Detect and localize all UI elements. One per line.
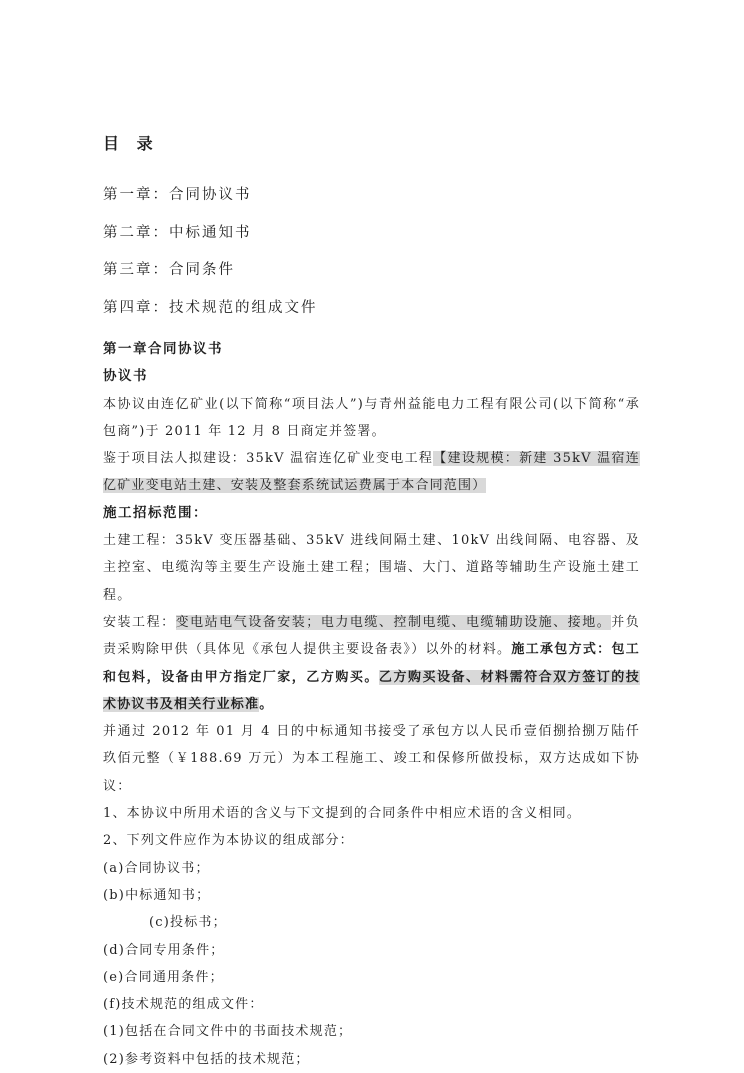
contracting-mode-bold-text: 施工承包方式：包工和包料，设备由甲方指定厂家，乙方购买。 xyxy=(103,642,640,685)
toc-entry-chapter3: 第三章：合同条件 xyxy=(103,262,235,278)
chapter1-body xyxy=(103,336,640,1073)
bid-scope-heading: 施工招标范围： xyxy=(103,504,208,521)
toc-entry-chapter1: 第一章：合同协议书 xyxy=(103,187,252,203)
list-item-d: (d)合同专用条件； xyxy=(103,942,225,958)
paragraph-parties xyxy=(103,391,640,446)
list-item-spec-1: (1)包括在合同文件中的书面技术规范； xyxy=(103,1024,353,1040)
paragraph-award xyxy=(103,718,640,800)
list-item-spec-2: (2)参考资料中包括的技术规范； xyxy=(103,1051,310,1067)
table-of-contents xyxy=(103,131,640,330)
contracting-mode-bold-period: 。 xyxy=(259,696,274,712)
award-text: 并通过 2012 年 01 月 4 日的中标通知书接受了承包方以人民币壹佰捌拾捌万陆仟玖佰元整（￥188.69 万元）为本工程施工、竣工和保修所做投标，双方达成如下协议： xyxy=(103,724,640,794)
agreement-subheading: 协议书 xyxy=(103,368,148,385)
installation-lead-text: 安装工程： xyxy=(103,614,176,630)
paragraph-project xyxy=(103,445,640,500)
project-scope-highlight: 【建设规模：新建 35kV 温宿连亿矿业变电站土建、安装及整套系统试运费属于本合同范围） xyxy=(103,451,640,494)
toc-entry-chapter2: 第二章：中标通知书 xyxy=(103,224,252,241)
clause-2 xyxy=(103,827,640,854)
component-document-list xyxy=(103,855,640,1073)
list-item-e: (e)合同通用条件； xyxy=(103,969,224,985)
clause-1 xyxy=(103,800,640,827)
list-item-f: (f)技术规范的组成文件： xyxy=(103,997,264,1013)
list-item-a: (a)合同协议书； xyxy=(103,860,210,876)
list-item-c: (c)投标书； xyxy=(149,915,227,931)
project-lead-text: 鉴于项目法人拟建设：35kV 温宿连亿矿业变电工程 xyxy=(103,451,434,467)
parties-text: 本协议由连亿矿业(以下简称“项目法人”)与青州益能电力工程有限公司(以下简称“承包商”)于 2011 年 12 月 8 日商定并签署。 xyxy=(103,396,640,439)
clause-2-text: 2、下列文件应作为本协议的组成部分： xyxy=(103,833,354,849)
installation-middle-text: 并负责采购除甲供（具体见《承包人提供主要设备表》）以外的材料。 xyxy=(103,614,640,658)
chapter1-heading: 第一章合同协议书 xyxy=(103,341,223,357)
toc-entry-chapter4: 第四章：技术规范的组成文件 xyxy=(103,299,318,316)
installation-highlight: 变电站电气设备安装；电力电缆、控制电缆、电缆辅助设施、接地。 xyxy=(175,614,612,630)
toc-title: 目 录 xyxy=(103,134,159,153)
paragraph-civil-works xyxy=(103,527,640,609)
paragraph-installation-works xyxy=(103,609,640,718)
clause-1-text: 1、本协议中所用术语的含义与下文提到的合同条件中相应术语的含义相同。 xyxy=(103,806,582,822)
list-item-b: (b)中标通知书； xyxy=(103,887,211,903)
civil-works-text: 土建工程：35kV 变压器基础、35kV 进线间隔土建、10kV 出线间隔、电容器、及主控室、电缆沟等主要生产设施土建工程；围墙、大门、道路等辅助生产设施土建工程。 xyxy=(103,533,640,603)
contracting-mode-bold-highlight: 乙方购买设备、材料需符合双方签订的技术协议书及相关行业标准 xyxy=(103,669,640,712)
